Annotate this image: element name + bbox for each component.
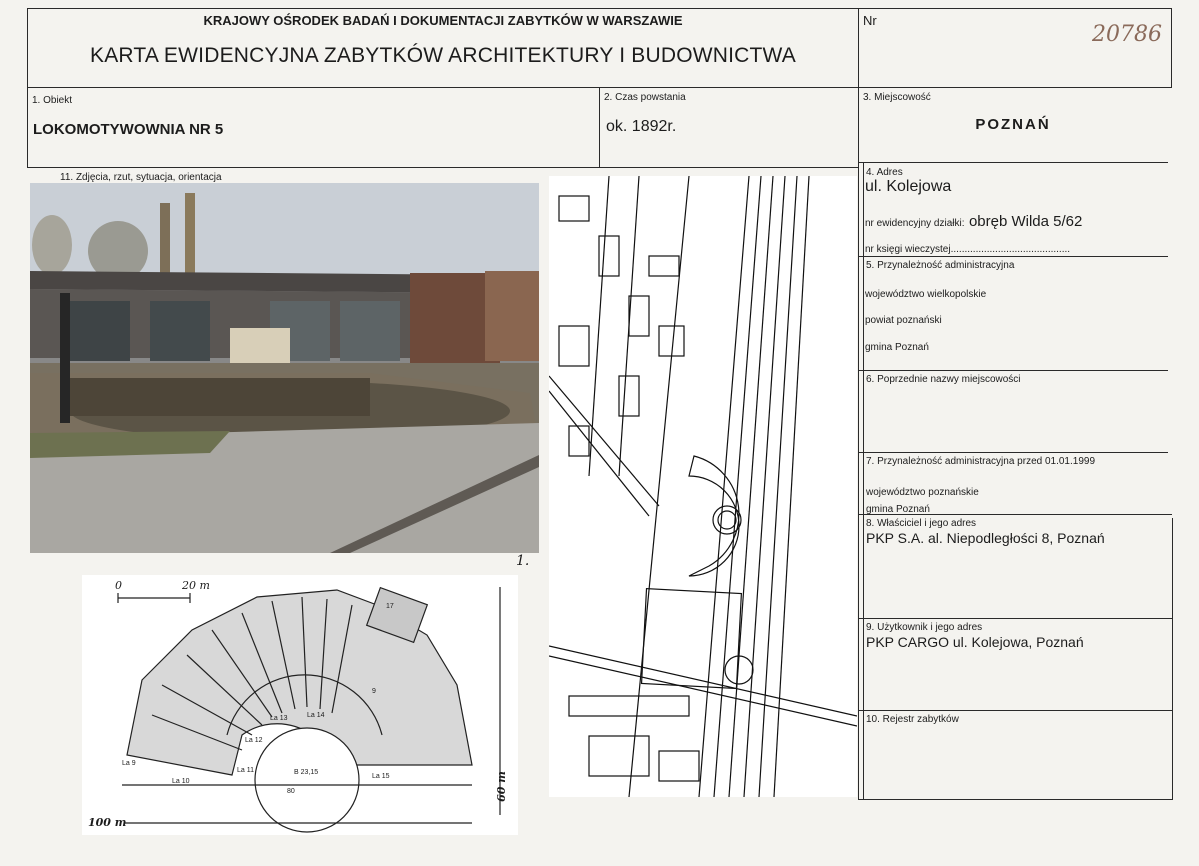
plan-label: 17 xyxy=(386,603,394,610)
locomotive-depot-photo xyxy=(30,183,539,553)
divider xyxy=(858,452,1168,453)
przynaleznosc-old-label: 7. Przynależność administracyjna przed 01.01.1999 xyxy=(866,456,1096,467)
card-title: KARTA EWIDENCYJNA ZABYTKÓW ARCHITEKTURY I BUDOWNICTWA xyxy=(89,44,796,67)
divider xyxy=(858,88,859,800)
divider xyxy=(858,799,1172,800)
photo-number: 1. xyxy=(516,553,530,569)
dzialka-value: obręb Wilda 5/62 xyxy=(968,213,1083,230)
divider xyxy=(858,256,1168,257)
plan-dim-60: 60 m xyxy=(494,771,508,802)
wlasciciel-value: PKP S.A. al. Niepodległości 8, Poznań xyxy=(866,530,1105,546)
czas-label: 2. Czas powstania xyxy=(604,92,686,103)
plan-label: La 13 xyxy=(270,715,288,722)
plan-dim-100: 100 m xyxy=(88,816,127,829)
plan-label: La 9 xyxy=(122,760,136,767)
divider xyxy=(858,370,1168,371)
czas-value: ok. 1892r. xyxy=(606,118,677,135)
uzytkownik-value: PKP CARGO ul. Kolejowa, Poznań xyxy=(866,634,1084,650)
plan-label: 80 xyxy=(287,788,295,795)
plan-label: La 12 xyxy=(245,737,263,744)
situation-map xyxy=(549,176,857,797)
plan-label: La 11 xyxy=(237,767,254,774)
wojewodztwo-value: województwo wielkopolskie xyxy=(865,289,987,300)
adres-label: 4. Adres xyxy=(866,167,903,178)
dzialka-label: nr ewidencyjny działki: xyxy=(865,218,965,229)
przynaleznosc-label: 5. Przynależność administracyjna xyxy=(866,260,1015,271)
gmina-value: gmina Poznań xyxy=(865,342,929,353)
nr-label: Nr xyxy=(863,13,877,28)
powiat-value: powiat poznański xyxy=(865,315,942,326)
nr-frame xyxy=(858,8,1172,88)
dzialka-row xyxy=(865,213,1082,231)
plan-scale-20: 20 m xyxy=(182,579,210,592)
ksiega-label: nr księgi wieczystej........................................... xyxy=(865,244,1071,255)
plan-label: 9 xyxy=(372,688,376,695)
divider xyxy=(858,514,1172,515)
plan-scale-0: 0 xyxy=(115,579,122,592)
divider xyxy=(27,88,28,168)
poprzednie-label: 6. Poprzednie nazwy miejscowości xyxy=(866,374,1021,385)
institution-name: KRAJOWY OŚRODEK BADAŃ I DOKUMENTACJI ZABYTKÓW W WARSZAWIE xyxy=(203,13,683,28)
divider xyxy=(1172,518,1173,800)
wlasciciel-label: 8. Właściciel i jego adres xyxy=(866,518,977,529)
miejscowosc-label: 3. Miejscowość xyxy=(863,92,931,103)
divider xyxy=(858,618,1172,619)
divider xyxy=(858,710,1172,711)
nr-value-handwritten: 20786 xyxy=(1092,22,1162,47)
floor-plan xyxy=(82,575,518,835)
uzytkownik-label: 9. Użytkownik i jego adres xyxy=(866,622,983,633)
zdjecia-label: 11. Zdjęcia, rzut, sytuacja, orientacja xyxy=(60,172,222,183)
wojewodztwo-old-value: województwo poznańskie xyxy=(866,487,979,498)
plan-label: La 14 xyxy=(307,712,325,719)
obiekt-value: LOKOMOTYWOWNIA NR 5 xyxy=(33,121,224,138)
divider xyxy=(599,88,600,168)
plan-label: La 10 xyxy=(172,778,190,785)
divider xyxy=(863,162,864,800)
plan-label: B 23,15 xyxy=(294,769,319,776)
rejestr-label: 10. Rejestr zabytków xyxy=(866,714,959,725)
adres-value: ul. Kolejowa xyxy=(865,178,952,195)
obiekt-label: 1. Obiekt xyxy=(32,95,73,106)
plan-label: La 15 xyxy=(372,773,390,780)
miejscowosc-value: POZNAŃ xyxy=(975,116,1051,133)
divider xyxy=(858,162,1168,163)
gmina-old-value: gmina Poznań xyxy=(866,504,930,515)
divider xyxy=(27,167,859,168)
